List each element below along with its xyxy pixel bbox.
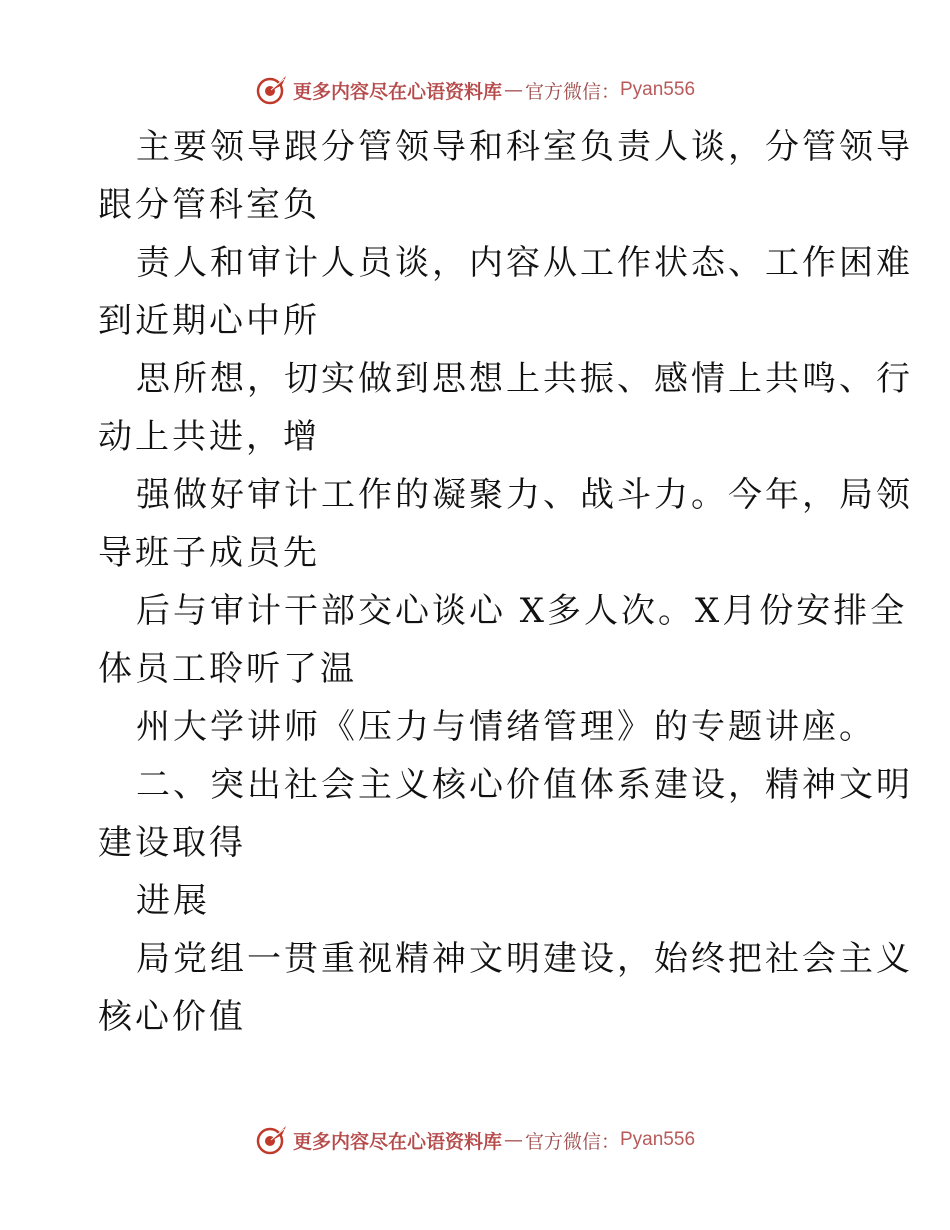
text-line: 局党组一贯重视精神文明建设，始终把社会主义 — [136, 939, 913, 979]
watermark-separator: — — [503, 79, 523, 101]
text-line: 动上共进，增 — [98, 417, 320, 457]
text-line: 核心价值 — [98, 997, 246, 1037]
text-line: 进展 — [136, 881, 210, 921]
text-line: 二、突出社会主义核心价值体系建设，精神文明 — [136, 765, 913, 805]
text-line: 主要领导跟分管领导和科室负责人谈，分管领导 — [136, 127, 913, 167]
text-line: 思所想，切实做到思想上共振、感情上共鸣、行 — [136, 359, 913, 399]
document-body — [98, 118, 913, 1046]
watermark-wechat-id: Pyan556 — [620, 79, 696, 100]
text-line: 强做好审计工作的凝聚力、战斗力。今年，局领 — [136, 475, 913, 515]
watermark-wechat-label: 官方微信： — [524, 80, 620, 103]
watermark-site-text: 更多内容尽在心语资料库 — [292, 1130, 502, 1153]
header-watermark — [0, 70, 950, 110]
watermark-wechat-id: Pyan556 — [620, 1129, 696, 1150]
text-line: 到近期心中所 — [98, 301, 320, 341]
text-line: 体员工聆听了温 — [98, 649, 357, 689]
footer-watermark — [0, 1120, 950, 1160]
quill-logo-icon — [255, 73, 289, 107]
watermark-site-text: 更多内容尽在心语资料库 — [292, 80, 502, 103]
text-line: 责人和审计人员谈，内容从工作状态、工作困难 — [136, 243, 913, 283]
watermark-wechat-label: 官方微信： — [524, 1130, 620, 1153]
text-line: 建设取得 — [98, 823, 246, 863]
text-line: 后与审计干部交心谈心 X多人次。X月份安排全 — [136, 591, 908, 631]
text-line: 导班子成员先 — [98, 533, 320, 573]
quill-logo-icon — [255, 1123, 289, 1157]
text-line: 州大学讲师《压力与情绪管理》的专题讲座。 — [136, 707, 876, 747]
text-line: 跟分管科室负 — [98, 185, 320, 225]
watermark-separator: — — [503, 1129, 523, 1151]
